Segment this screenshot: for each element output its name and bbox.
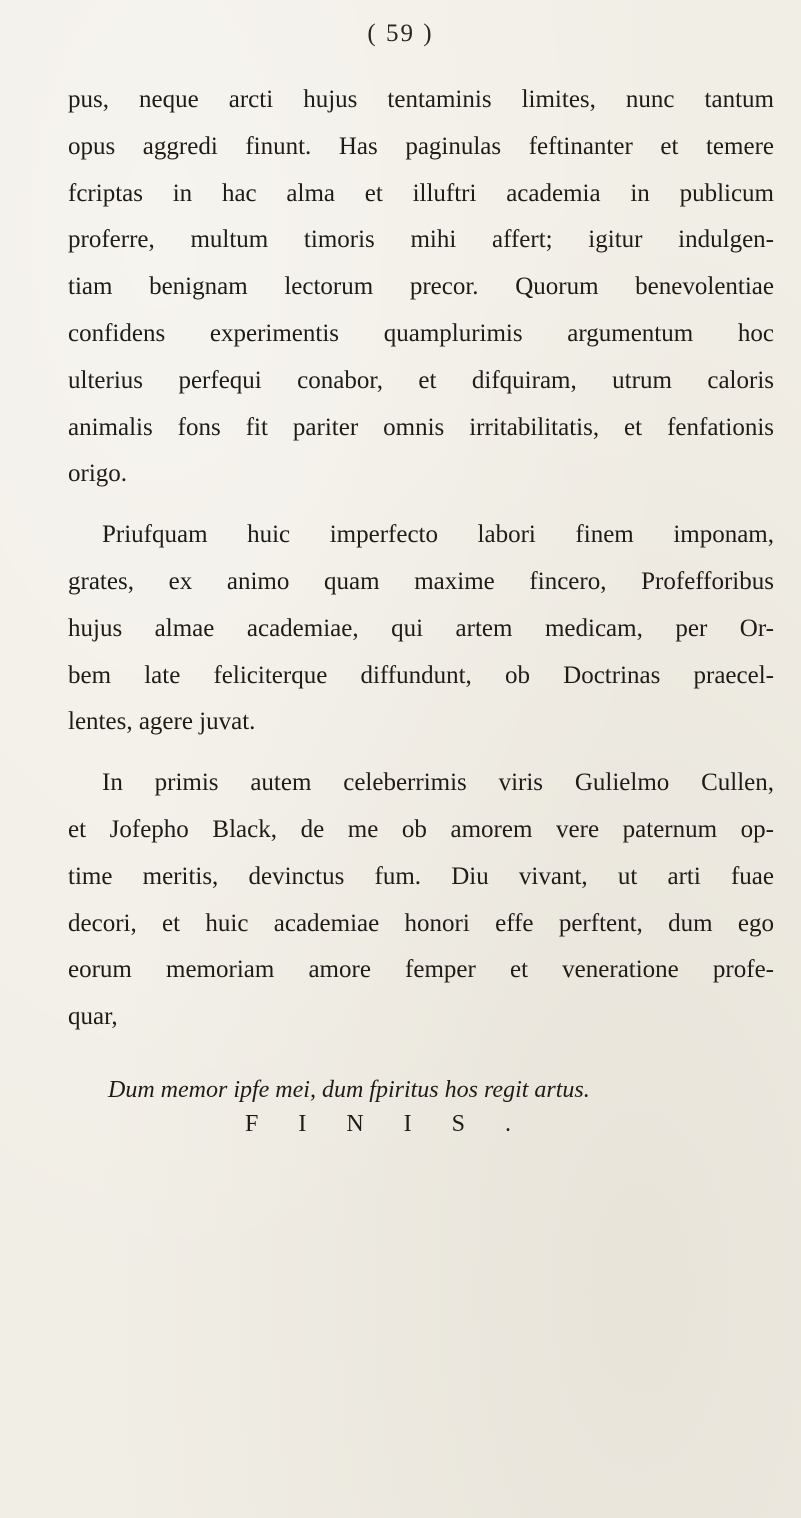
text-line: lentes, agere juvat. bbox=[68, 708, 256, 736]
paragraph-2 bbox=[68, 512, 774, 746]
text-line: ulterius perfequi conabor, et difquiram, utrum caloris bbox=[68, 366, 774, 394]
text-line: quar, bbox=[68, 1003, 118, 1031]
text-line: In primis autem celeberrimis viris Gulielmo Cullen, bbox=[102, 769, 774, 797]
text-line: tiam benignam lectorum precor. Quorum benevolentiae bbox=[68, 273, 774, 301]
text-line: hujus almae academiae, qui artem medicam, per Or- bbox=[68, 614, 774, 642]
body-text bbox=[68, 77, 774, 1041]
text-line: confidens experimentis quamplurimis argumentum hoc bbox=[68, 319, 774, 347]
page-number: ( 59 ) bbox=[367, 20, 434, 47]
text-line: animalis fons fit pariter omnis irritabilitatis, et fenfationis bbox=[68, 413, 774, 441]
motto: Dum memor ipfe mei, dum fpiritus hos regit artus. bbox=[108, 1077, 590, 1103]
paragraph-gap bbox=[68, 746, 774, 760]
text-line: bem late feliciterque diffundunt, ob Doctrinas praecel- bbox=[68, 661, 774, 689]
text-line: grates, ex animo quam maxime fincero, Profefforibus bbox=[68, 567, 774, 595]
finis: FINIS. bbox=[245, 1111, 552, 1137]
text-line: Priufquam huic imperfecto labori finem imponam, bbox=[102, 521, 774, 549]
text-line: opus aggredi finunt. Has paginulas feftinanter et temere bbox=[68, 132, 774, 160]
text-line: origo. bbox=[68, 460, 128, 488]
paragraph-1 bbox=[68, 77, 774, 498]
paragraph-3 bbox=[68, 760, 774, 1041]
text-line: pus, neque arcti hujus tentaminis limites, nunc tantum bbox=[68, 86, 774, 113]
text-line: et Jofepho Black, de me ob amorem vere paternum op- bbox=[68, 815, 774, 843]
text-line: eorum memoriam amore femper et veneratione profe- bbox=[68, 956, 774, 984]
text-line: time meritis, devinctus fum. Diu vivant, ut arti fuae bbox=[68, 862, 774, 890]
text-line: proferre, multum timoris mihi affert; igitur indulgen- bbox=[68, 226, 774, 254]
text-line: fcriptas in hac alma et illuftri academia in publicum bbox=[68, 179, 774, 207]
paragraph-gap bbox=[68, 498, 774, 512]
text-line: decori, et huic academiae honori effe perftent, dum ego bbox=[68, 909, 774, 937]
